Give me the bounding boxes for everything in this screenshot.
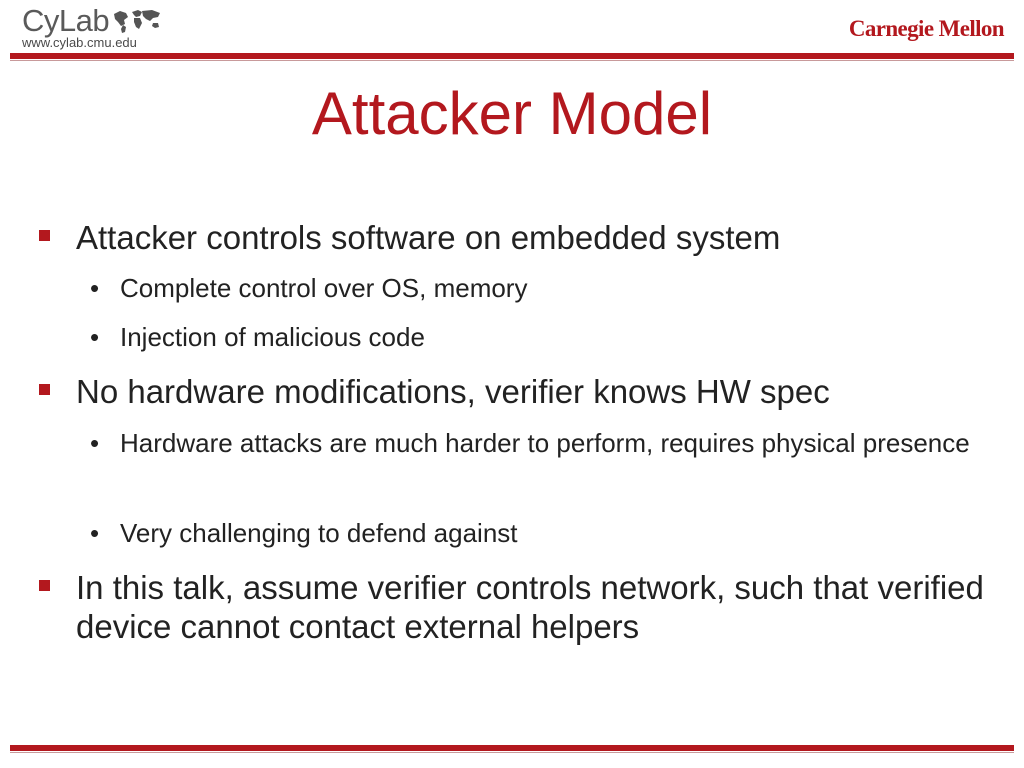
slide-header bbox=[0, 0, 1024, 64]
dot-bullet-icon: • bbox=[90, 518, 100, 548]
dot-bullet-icon: • bbox=[90, 428, 100, 458]
footer-rule bbox=[10, 745, 1014, 751]
sub-bullet-text: Injection of malicious code bbox=[120, 322, 425, 352]
dot-bullet-icon: • bbox=[90, 322, 100, 352]
sub-bullet-item bbox=[90, 428, 980, 459]
sub-bullet-item bbox=[90, 518, 980, 549]
bullet-text: Attacker controls software on embedded system bbox=[76, 219, 781, 256]
bullet-text: In this talk, assume verifier controls network, such that verified device cannot contact external helpers bbox=[76, 569, 984, 645]
cylab-url: www.cylab.cmu.edu bbox=[22, 35, 137, 50]
slide-title: Attacker Model bbox=[311, 80, 713, 147]
cylab-logo-text: CyLab bbox=[22, 3, 110, 38]
bullet-text: No hardware modifications, verifier knows HW spec bbox=[76, 373, 830, 410]
sub-bullet-text: Hardware attacks are much harder to perform, requires physical presence bbox=[120, 428, 970, 458]
header-rule-thin bbox=[10, 60, 1014, 61]
square-bullet-icon bbox=[39, 580, 50, 591]
carnegie-mellon-logo: Carnegie Mellon bbox=[848, 16, 1004, 41]
sub-bullet-item bbox=[90, 273, 980, 304]
bullet-item bbox=[76, 568, 1006, 646]
square-bullet-icon bbox=[39, 230, 50, 241]
sub-bullet-text: Complete control over OS, memory bbox=[120, 273, 528, 303]
sub-bullet-item bbox=[90, 322, 980, 353]
bullet-item bbox=[76, 372, 1006, 411]
cylab-logo bbox=[22, 4, 109, 38]
footer-rule-thin bbox=[10, 752, 1014, 753]
bullet-item bbox=[76, 218, 1006, 257]
square-bullet-icon bbox=[39, 384, 50, 395]
dot-bullet-icon: • bbox=[90, 273, 100, 303]
header-rule bbox=[10, 53, 1014, 59]
sub-bullet-text: Very challenging to defend against bbox=[120, 518, 518, 548]
world-map-icon bbox=[112, 8, 164, 34]
